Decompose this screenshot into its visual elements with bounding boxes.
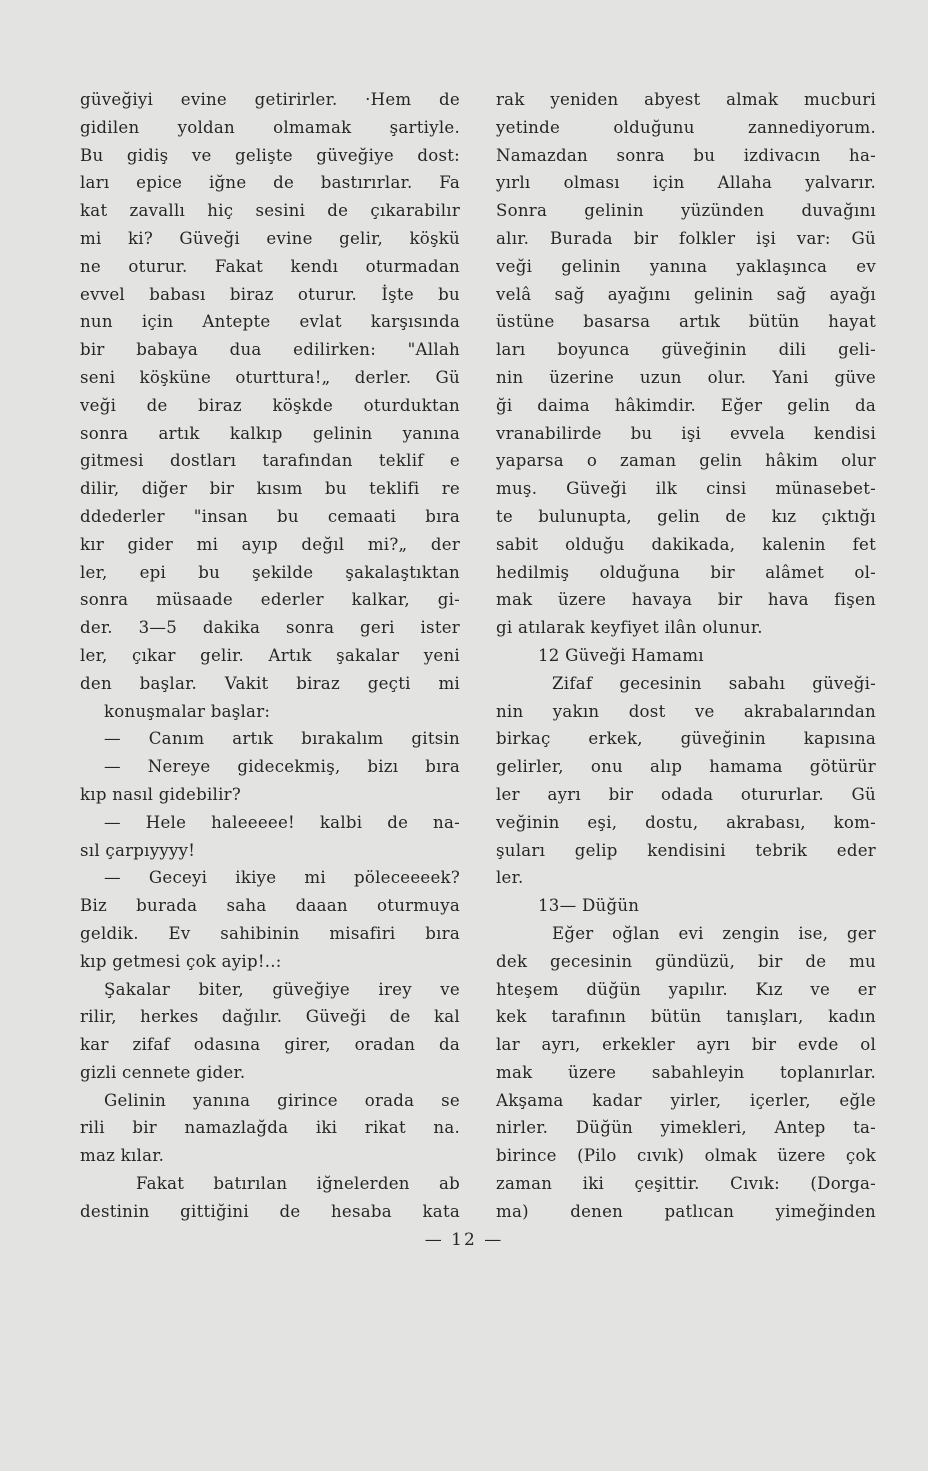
text-line: ler ayrı bir odada otururlar. Gü [496,784,876,804]
text-line: Biz burada saha daaan oturmuya [80,896,460,916]
text-line: gizli cennete gider. [80,1062,246,1082]
text-line: — Geceyi ikiye mi pöleceeeek? [104,868,460,888]
text-line: Şakalar biter, güveğiye irey ve [104,979,460,999]
text-line: gelirler, onu alıp hamama götürür [496,757,876,777]
text-line: Gelinin yanına girince orada se [104,1090,460,1110]
text-line: ne oturur. Fakat kendı oturmadan [80,256,460,276]
text-line: kır gider mi ayıp değıl mi?„ der [80,534,460,554]
text-line: lar ayrı, erkekler ayrı bir evde ol [496,1035,876,1055]
text-line: nun için Antepte evlat karşısında [80,312,460,332]
text-line: veğinin eşi, dostu, akrabası, kom- [496,812,876,832]
text-line: sabit olduğu dakikada, kalenin fet [496,534,876,554]
text-line: seni köşküne oturttura!„ derler. Gü [80,367,460,387]
text-line: — Nereye gidecekmiş, bizı bıra [104,757,460,777]
text-line: hedilmiş olduğuna bir alâmet ol- [496,562,876,582]
text-line: velâ sağ ayağını gelinin sağ ayağı [496,284,876,304]
text-line: alır. Burada bir folkler işi var: Gü [496,228,876,248]
text-line: — Hele haleeeee! kalbi de na- [104,812,460,832]
text-line: ler, epi bu şekilde şakalaştıktan [80,562,460,582]
text-line: mi ki? Güveği evine gelir, köşkü [80,228,460,248]
text-line: ları boyunca güveğinin dili geli- [496,340,876,360]
text-line: sonra artık kalkıp gelinin yanına [80,423,460,443]
text-line: kek tarafının bütün tanışları, kadın [496,1007,876,1027]
text-line: maz kılar. [80,1146,165,1166]
page-number: — 12 — [424,1230,504,1250]
text-line: ler. [496,868,524,888]
text-line: veği de biraz köşkde oturduktan [80,395,460,415]
text-line: şuları gelip kendisini tebrik eder [496,840,876,860]
text-line: evvel babası biraz oturur. İşte bu [80,284,460,304]
text-line: yetinde olduğunu zannediyorum. [496,117,876,137]
text-line: hteşem düğün yapılır. Kız ve er [496,979,876,999]
text-line: rak yeniden abyest almak mucburi [496,90,876,109]
text-line: 12 Güveği Hamamı [538,645,704,665]
text-line: ma) denen patlıcan yimeğinden [496,1201,876,1221]
text-line: gidilen yoldan olmamak şartiyle. [80,117,460,137]
text-line: — Canım artık bırakalım gitsin [104,729,460,749]
text-line: nin yakın dost ve akrabalarından [496,701,876,721]
text-line: kar zifaf odasına girer, oradan da [80,1035,460,1055]
text-line: güveğiyi evine getirirler. ·Hem de [80,90,460,109]
text-line: mak üzere sabahleyin toplanırlar. [496,1062,876,1082]
text-line: ddederler "insan bu cemaati bıra [80,506,460,526]
text-line: yaparsa o zaman gelin hâkim olur [496,451,876,471]
text-line: Bu gidiş ve gelişte güveğiye dost: [80,145,460,165]
text-line: bir babaya dua edilirken: "Allah [80,340,460,360]
text-line: rili bir namazlağda iki rikat na. [80,1118,460,1138]
text-line: vranabilirde bu işi evvela kendisi [496,423,876,443]
text-line: Akşama kadar yirler, içerler, eğle [496,1090,876,1110]
text-line: yırlı olması için Allaha yalvarır. [496,173,876,193]
text-line: dilir, diğer bir kısım bu teklifi re [80,479,460,499]
text-line: birince (Pilo cıvık) olmak üzere çok [496,1146,876,1166]
text-line: geldik. Ev sahibinin misafiri bıra [80,923,460,943]
text-line: veği gelinin yanına yaklaşınca ev [496,256,876,276]
text-line: ği daima hâkimdir. Eğer gelin da [496,395,876,415]
text-line: den başlar. Vakit biraz geçti mi [80,673,460,693]
text-line: muş. Güveği ilk cinsi münasebet- [496,479,876,499]
text-line: gi atılarak keyfiyet ilân olunur. [496,618,763,638]
text-line: Fakat batırılan iğnelerden ab [136,1174,460,1194]
text-line: ları epice iğne de bastırırlar. Fa [80,173,460,193]
text-line: sonra müsaade ederler kalkar, gi- [80,590,460,610]
text-line: rilir, herkes dağılır. Güveği de kal [80,1007,460,1027]
text-line: destinin gittiğini de hesaba kata [80,1201,460,1221]
text-line: zaman iki çeşittir. Cıvık: (Dorga- [496,1174,876,1194]
text-line: nin üzerine uzun olur. Yani güve [496,367,876,387]
text-line: Namazdan sonra bu izdivacın ha- [496,145,876,165]
text-line: üstüne basarsa artık bütün hayat [496,312,876,332]
right-column [496,86,876,1226]
text-line: birkaç erkek, güveğinin kapısına [496,729,876,749]
text-line: Eğer oğlan evi zengin ise, ger [552,923,876,943]
text-line: nirler. Düğün yimekleri, Antep ta- [496,1118,876,1138]
text-line: te bulunupta, gelin de kız çıktığı [496,506,876,526]
text-line: Sonra gelinin yüzünden duvağını [496,201,876,221]
text-line: kıp nasıl gidebilir? [80,784,241,804]
text-line: der. 3—5 dakika sonra geri ister [80,618,460,638]
text-line: dek gecesinin gündüzü, bir de mu [496,951,876,971]
text-line: sıl çarpıyyyy! [80,840,196,860]
text-line: kıp getmesi çok ayip!..: [80,951,282,971]
left-column [80,86,460,1226]
text-line: kat zavallı hiç sesini de çıkarabilır [80,201,460,221]
text-line: ler, çıkar gelir. Artık şakalar yeni [80,645,460,665]
text-line: gitmesi dostları tarafından teklif e [80,451,460,471]
text-line: mak üzere havaya bir hava fişen [496,590,876,610]
text-line: Zifaf gecesinin sabahı güveği- [552,673,876,693]
text-line: 13— Düğün [538,896,640,916]
text-line: konuşmalar başlar: [104,701,271,721]
